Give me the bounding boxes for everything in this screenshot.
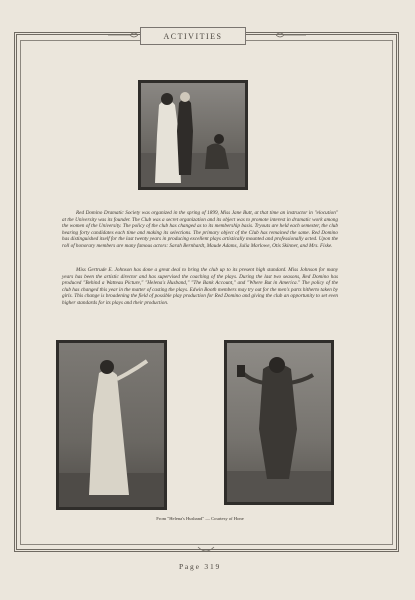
photo-cast-scene-image: [141, 83, 245, 187]
article-paragraph-2: Miss Gertrude E. Johnson has done a great deal to bring the club up to its present high standard. Miss Johnson for many years has been the artistic director and has supervised the coaching of the plays. During the last two seasons, Red Domino has produced "Behind a Watteau Picture," "Helena's Husband," "The Bank Account," and "Where But in America." The policy of the club has changed this year in the matter of casting the plays. Edwin Booth members may try out for the men's parts hitherto taken by girls. This change is broadening the field of possible play production for Red Domino and giving the club an opportunity to set even higher standards for its plays and their production.: [62, 267, 338, 306]
photo-caption: From "Helena's Husband" — Courtesy of Hone: [156, 516, 244, 521]
section-title-plate: [140, 27, 246, 45]
section-title: ACTIVITIES: [163, 31, 223, 41]
bottom-ornament: [196, 545, 216, 553]
page-number: Page 319: [178, 562, 222, 571]
photo-dancer-left-image: [59, 343, 164, 507]
photo-dancer-right: [224, 340, 334, 505]
photo-dancer-left: [56, 340, 167, 510]
photo-cast-scene: [138, 80, 248, 190]
header-ornament-right: [276, 30, 306, 40]
photo-dancer-right-image: [227, 343, 331, 502]
article-paragraph-1: Red Domino Dramatic Society was organized in the spring of 1899, Miss Jane Butt, at that time an instructor in "elocution" at the University was its founder. The Club was a secret organization and its object was to promote interest in dramatic work among the women of the University. The policy of the club has changed as to its membership basis. Tryouts are held each semester, the club hearing forty candidates each time and making its selections. The primary object of the Club has remained the same. Red Domino has distinguished itself for the last twenty years in producing excellent plays artistically mounted and professionally acted. Upon the roll of honorary members are many famous actors: Sarah Bernhardt, Maude Adams, Julia Marlowe, Otis Skinner, and Mrs. Fiske.: [62, 210, 338, 249]
header-ornament-left: [108, 30, 138, 40]
